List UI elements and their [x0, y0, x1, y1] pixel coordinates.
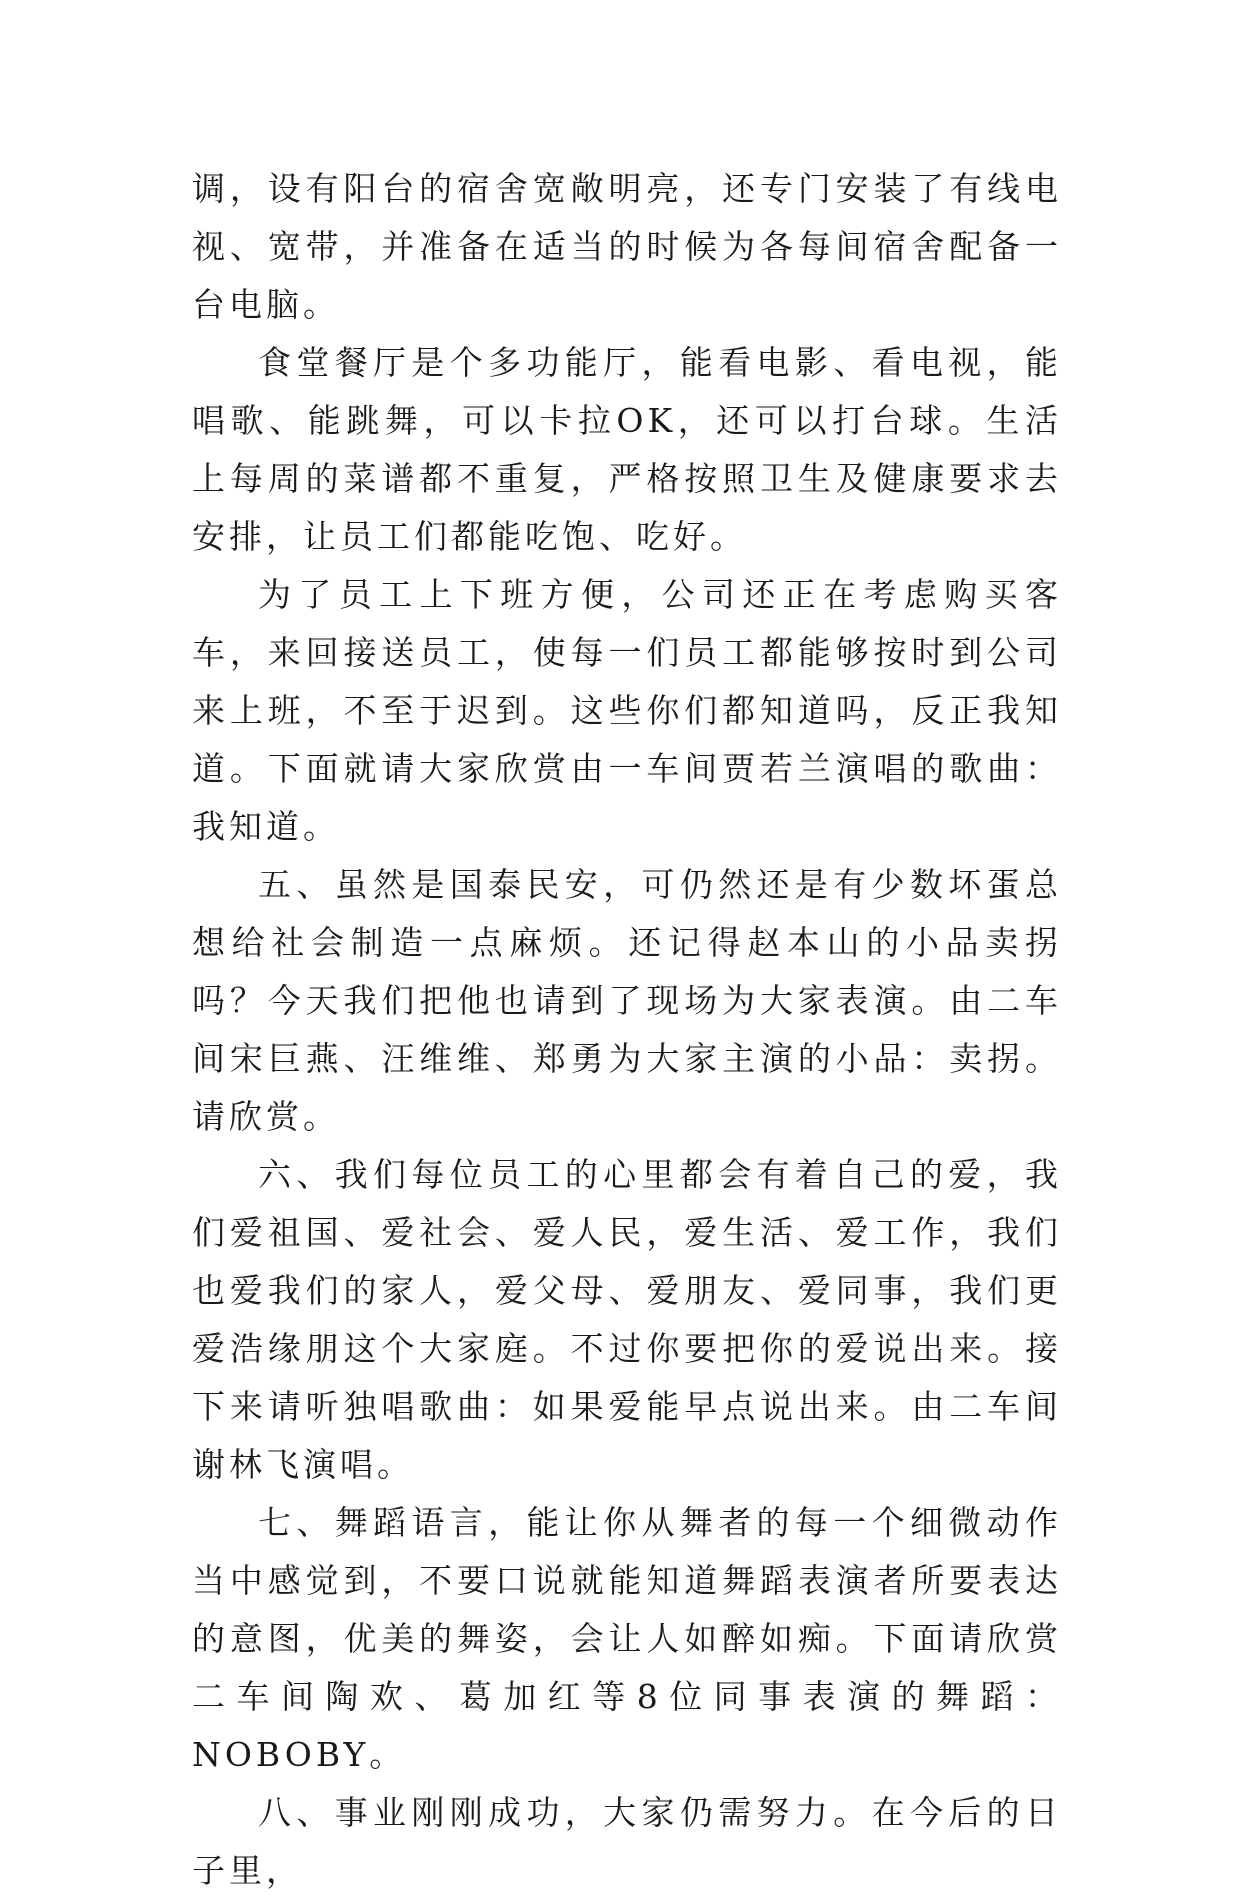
document-page: [192, 160, 1062, 1900]
paragraph-dormitory: 调，设有阳台的宿舍宽敞明亮，还专门安装了有线电视、宽带，并准备在适当的时候为各每间宿舍配备一台电脑。: [192, 169, 1062, 324]
paragraph-shuttle-bus: 为了员工上下班方便，公司还正在考虑购买客车，来回接送员工，使每一们员工都能够按时到公司来上班，不至于迟到。这些你们都知道吗，反正我知道。下面就请大家欣赏由一车间贾若兰演唱的歌曲：我知道。: [192, 575, 1062, 846]
paragraph-item-8: 八、事业刚刚成功，大家仍需努力。在今后的日子里，: [192, 1793, 1062, 1890]
paragraph-item-7: 七、舞蹈语言，能让你从舞者的每一个细微动作当中感觉到，不要口说就能知道舞蹈表演者所要表达的意图，优美的舞姿，会让人如醉如痴。下面请欣赏二车间陶欢、葛加红等8位同事表演的舞蹈：NOBOBY。: [192, 1503, 1062, 1774]
paragraph-canteen: 食堂餐厅是个多功能厅，能看电影、看电视，能唱歌、能跳舞，可以卡拉OK，还可以打台球。生活上每周的菜谱都不重复，严格按照卫生及健康要求去安排，让员工们都能吃饱、吃好。: [192, 343, 1062, 556]
paragraph-item-6: 六、我们每位员工的心里都会有着自己的爱，我们爱祖国、爱社会、爱人民，爱生活、爱工作，我们也爱我们的家人，爱父母、爱朋友、爱同事，我们更爱浩缘朋这个大家庭。不过你要把你的爱说出来。接下来请听独唱歌曲：如果爱能早点说出来。由二车间谢林飞演唱。: [192, 1155, 1062, 1484]
paragraph-item-5: 五、虽然是国泰民安，可仍然还是有少数坏蛋总想给社会制造一点麻烦。还记得赵本山的小品卖拐吗？今天我们把他也请到了现场为大家表演。由二车间宋巨燕、汪维维、郑勇为大家主演的小品：卖拐。请欣赏。: [192, 865, 1062, 1136]
